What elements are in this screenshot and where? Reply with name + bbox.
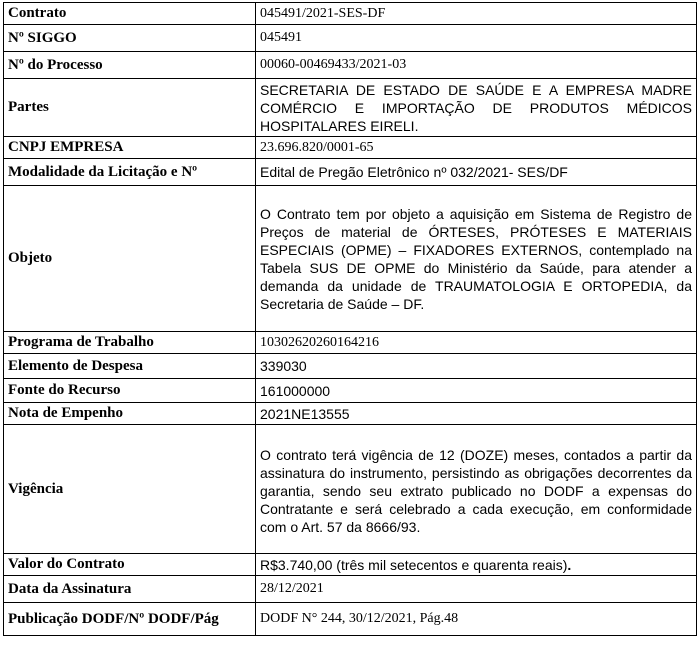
label-processo: Nº do Processo <box>4 52 256 79</box>
label-valor: Valor do Contrato <box>4 554 256 576</box>
label-contrato: Contrato <box>4 3 256 25</box>
value-contrato: 045491/2021-SES-DF <box>256 3 697 25</box>
value-valor <box>256 554 697 576</box>
label-publicacao: Publicação DODF/Nº DODF/Pág <box>4 603 256 636</box>
row-assinatura <box>4 576 697 603</box>
label-modalidade: Modalidade da Licitação e Nº <box>4 159 256 186</box>
label-siggo: Nº SIGGO <box>4 25 256 52</box>
row-partes <box>4 79 697 137</box>
label-programa: Programa de Trabalho <box>4 332 256 354</box>
label-objeto: Objeto <box>4 186 256 332</box>
label-empenho: Nota de Empenho <box>4 403 256 425</box>
row-vigencia <box>4 425 697 554</box>
value-empenho: 2021NE13555 <box>256 403 697 425</box>
row-programa <box>4 332 697 354</box>
value-processo: 00060-00469433/2021-03 <box>256 52 697 79</box>
row-cnpj <box>4 137 697 159</box>
value-cnpj: 23.696.820/0001-65 <box>256 137 697 159</box>
value-fonte: 161000000 <box>256 379 697 403</box>
contract-summary-table <box>3 2 697 636</box>
label-elemento: Elemento de Despesa <box>4 354 256 379</box>
value-modalidade: Edital de Pregão Eletrônico nº 032/2021- SES/DF <box>256 159 697 186</box>
row-contrato <box>4 3 697 25</box>
value-publicacao: DODF N° 244, 30/12/2021, Pág.48 <box>256 603 697 636</box>
row-processo <box>4 52 697 79</box>
label-cnpj: CNPJ EMPRESA <box>4 137 256 159</box>
value-partes: SECRETARIA DE ESTADO DE SAÚDE E A EMPRESA MADRE COMÉRCIO E IMPORTAÇÃO DE PRODUTOS MÉDICOS HOSPITALARES EIRELI. <box>256 79 697 137</box>
valor-text: R$3.740,00 (três mil setecentos e quarenta reais) <box>260 556 568 573</box>
row-publicacao <box>4 603 697 636</box>
valor-period: . <box>567 556 572 573</box>
label-assinatura: Data da Assinatura <box>4 576 256 603</box>
value-elemento: 339030 <box>256 354 697 379</box>
row-fonte <box>4 379 697 403</box>
row-modalidade <box>4 159 697 186</box>
row-objeto <box>4 186 697 332</box>
label-vigencia: Vigência <box>4 425 256 554</box>
value-objeto: O Contrato tem por objeto a aquisição em Sistema de Registro de Preços de material de ÓRTESES, PRÓTESES E MATERIAIS ESPECIAIS (OPME) – FIXADORES EXTERNOS, contemplado na Tabela SUS DE OPME do Ministério da Saúde, para atender a demanda da unidade de TRAUMATOLOGIA E ORTOPEDIA, da Secretaria de Saúde – DF. <box>256 186 697 332</box>
value-programa: 10302620260164216 <box>256 332 697 354</box>
label-partes: Partes <box>4 79 256 137</box>
row-siggo <box>4 25 697 52</box>
value-siggo: 045491 <box>256 25 697 52</box>
row-empenho <box>4 403 697 425</box>
row-valor <box>4 554 697 576</box>
value-vigencia: O contrato terá vigência de 12 (DOZE) meses, contados a partir da assinatura do instrumento, persistindo as obrigações decorrentes da garantia, sendo seu extrato publicado no DODF a expensas do Contratante e será celebrado a cada execução, em conformidade com o Art. 57 da 8666/93. <box>256 425 697 554</box>
label-fonte: Fonte do Recurso <box>4 379 256 403</box>
value-assinatura: 28/12/2021 <box>256 576 697 603</box>
row-elemento <box>4 354 697 379</box>
